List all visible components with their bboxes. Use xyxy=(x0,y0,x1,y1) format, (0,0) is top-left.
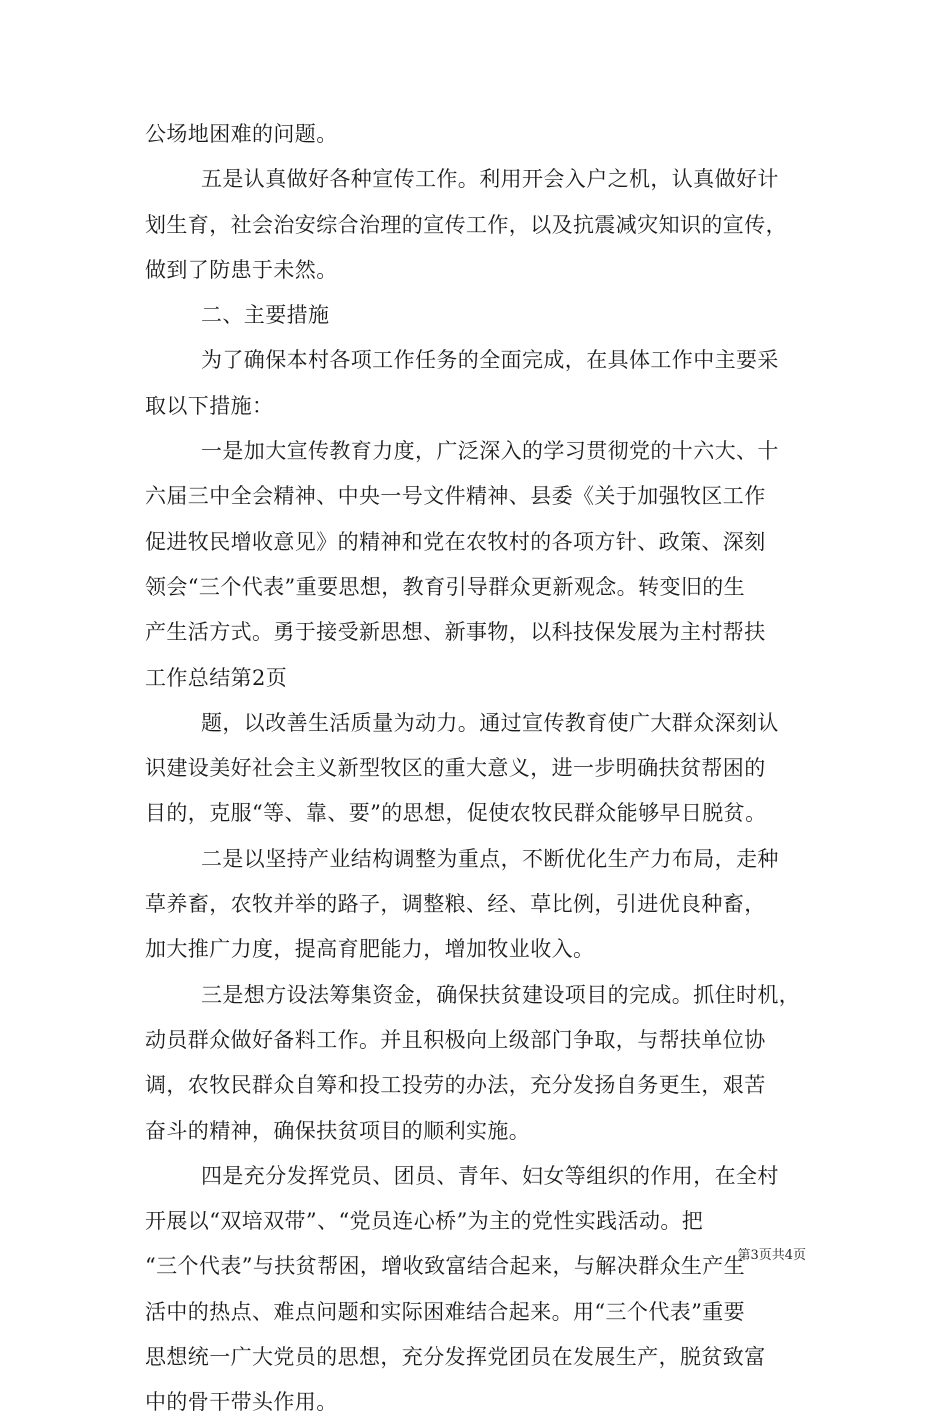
text-line: 工作总结第2页 xyxy=(145,665,288,690)
text-line: 动员群众做好备料工作。并且积极向上级部门争取，与帮扶单位协 xyxy=(145,1027,766,1052)
text-line: 草养畜，农牧并举的路子，调整粮、经、草比例，引进优良种畜， xyxy=(145,892,766,917)
text-line: 划生育，社会治安综合治理的宣传工作，以及抗震减灾知识的宣传， xyxy=(145,212,787,237)
text-line: 识建设美好社会主义新型牧区的重大意义，进一步明确扶贫帮困的 xyxy=(145,756,766,781)
text-line: 一是加大宣传教育力度，广泛深入的学习贯彻党的十六大、十 xyxy=(201,439,779,464)
text-line: 奋斗的精神，确保扶贫项目的顺利实施。 xyxy=(145,1118,531,1143)
text-line: 调，农牧民群众自筹和投工投劳的办法，充分发扬自务更生，艰苦 xyxy=(145,1073,766,1098)
text-line: 四是充分发挥党员、团员、青年、妇女等组织的作用，在全村 xyxy=(201,1163,779,1188)
text-line: 做到了防患于未然。 xyxy=(145,257,338,282)
page-number: 第3页共4页 xyxy=(737,1248,806,1263)
text-line: 取以下措施： xyxy=(145,393,274,418)
section-heading: 二、主要措施 xyxy=(201,303,330,328)
text-line: 公场地困难的问题。 xyxy=(145,122,338,146)
text-line: 开展以“双培双带”、“党员连心桥”为主的党性实践活动。把 xyxy=(145,1209,704,1234)
text-line: “三个代表”与扶贫帮困，增收致富结合起来，与解决群众生产生 xyxy=(145,1254,746,1279)
text-line: 目的，克服“等、靠、要”的思想，促使农牧民群众能够早日脱贫。 xyxy=(145,801,767,826)
text-line: 思想统一广大党员的思想，充分发挥党团员在发展生产，脱贫致富 xyxy=(145,1345,766,1370)
text-line: 加大推广力度，提高育肥能力，增加牧业收入。 xyxy=(145,937,595,962)
text-line: 活中的热点、难点问题和实际困难结合起来。用“三个代表”重要 xyxy=(145,1299,746,1324)
text-line: 三是想方设法筹集资金，确保扶贫建设项目的完成。抓住时机， xyxy=(201,982,801,1007)
text-line: 中的骨干带头作用。 xyxy=(145,1390,338,1415)
text-line: 六届三中全会精神、中央一号文件精神、县委《关于加强牧区工作 xyxy=(145,484,766,509)
document-body xyxy=(145,112,815,1426)
text-line: 二是以坚持产业结构调整为重点，不断优化生产力布局，走种 xyxy=(201,846,779,871)
text-line: 促进牧民增收意见》的精神和党在农牧村的各项方针、政策、深刻 xyxy=(145,529,766,554)
text-line: 领会“三个代表”重要思想，教育引导群众更新观念。转变旧的生 xyxy=(145,574,746,599)
text-line: 五是认真做好各种宣传工作。利用开会入户之机，认真做好计 xyxy=(201,167,779,192)
text-line: 为了确保本村各项工作任务的全面完成，在具体工作中主要采 xyxy=(201,348,779,373)
text-line: 产生活方式。勇于接受新思想、新事物，以科技保发展为主村帮扶 xyxy=(145,620,766,645)
text-line: 题，以改善生活质量为动力。通过宣传教育使广大群众深刻认 xyxy=(201,710,779,735)
